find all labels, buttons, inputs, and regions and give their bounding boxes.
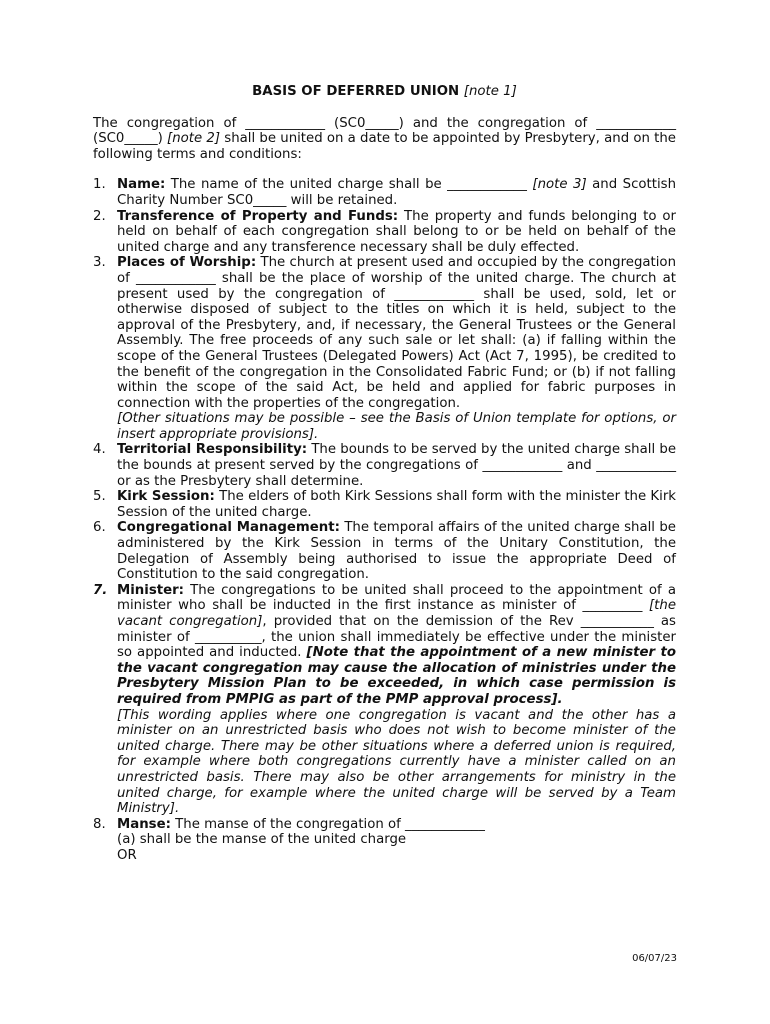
term-places-of-worship: 3. Places of Worship: The church at present used and occupied by the congregation of ____________ shall be the place of worship of the united charge. The church at present used by the congregation of ____________ shall be used, sold, let or otherwise disposed of subject to the titles on which it is held, subject to the approval of the Presbytery, and, if necessary, the General Trustees or the General Assembly. The free proceeds of any such sale or let shall: (a) if falling within the scope of the General Trustees (Delegated Powers) Act (Act 7, 1995), be credited to the benefit of the congregation in the Consolidated Fabric Fund; or (b) if not falling within the scope of the said Act, be held and applied for fabric purposes in connection with the properties of the congregation. [Other situations may be possible – see the Basis of Union template for options, or insert appropriate provisions]. xyxy=(93,255,676,442)
manse-or: OR xyxy=(117,847,137,863)
term-kirk-session: 5. Kirk Session: The elders of both Kirk Sessions shall form with the minister the Kirk Session of the united charge. xyxy=(93,489,676,520)
term-property-funds: 2. Transference of Property and Funds: The property and funds belonging to or held on behalf of each congregation shall belong to or be held on behalf of the united charge and any transference necessary shall be duly effected. xyxy=(93,208,676,255)
pmpig-note: [Note that the appointment of a new minister to the vacant congregation may cause the allocation of ministries under the Presbytery Mission Plan to be exceeded, in which case permission is required from PMPIG as part of the PMP approval process]. xyxy=(117,645,676,707)
intro-paragraph: The congregation of ____________ (SC0_____) and the congregation of ____________ (SC0_____) [note 2] shall be united on a date to be appointed by Presbytery, and on the following terms and conditions: xyxy=(93,115,676,162)
footer-date: 06/07/23 xyxy=(632,953,677,964)
manse-option-a: (a) shall be the manse of the united charge xyxy=(117,832,407,848)
title-note: [note 1] xyxy=(463,84,517,99)
page-title: BASIS OF DEFERRED UNION [note 1] xyxy=(252,84,517,99)
term-name: 1. Name: The name of the united charge shall be ____________ [note 3] and Scottish Charity Number SC0_____ will be retained. xyxy=(93,177,676,208)
worship-options-note: [Other situations may be possible – see the Basis of Union template for options, or insert appropriate provisions]. xyxy=(117,411,676,442)
document-body xyxy=(93,84,676,864)
term-minister: 7. Minister: The congregations to be united shall proceed to the appointment of a minister who shall be inducted in the first instance as minister of _________ [the vacant congregation], provided that on the demission of the Rev ___________ as minister of __________, the union shall immediately be effective under the minister so appointed and inducted. [Note that the appointment of a new minister to the vacant congregation may cause the allocation of ministries under the Presbytery Mission Plan to be exceeded, in which case permission is required from PMPIG as part of the PMP approval process]. [This wording applies where one congregation is vacant and the other has a minister on an unrestricted basis who does not wish to become minister of the united charge. There may be other situations where a deferred union is required, for example where both congregations currently have a minister called on an unrestricted basis. There may also be other arrangements for ministry in the united charge, for example where the united charge will be served by a Team Ministry]. xyxy=(93,582,676,817)
term-congregational-management: 6. Congregational Management: The temporal affairs of the united charge shall be administered by the Kirk Session in terms of the Unitary Constitution, the Delegation of Assembly being authorised to issue the appropriate Deed of Constitution to the said congregation. xyxy=(93,520,676,583)
terms-list xyxy=(93,177,676,863)
term-manse: 8. Manse: The manse of the congregation of ____________ (a) shall be the manse of the united charge OR xyxy=(93,817,676,864)
term-territorial-responsibility: 4. Territorial Responsibility: The bounds to be served by the united charge shall be the bounds at present served by the congregations of ____________ and ____________ or as the Presbytery shall determine. xyxy=(93,442,677,489)
minister-wording-note: [This wording applies where one congregation is vacant and the other has a minister on an unrestricted basis who does not wish to become minister of the united charge. There may be other situations where a deferred union is required, for example where both congregations currently have a minister called on an unrestricted basis. There may also be other arrangements for ministry in the united charge, for example where the united charge will be served by a Team Ministry]. xyxy=(117,707,676,817)
